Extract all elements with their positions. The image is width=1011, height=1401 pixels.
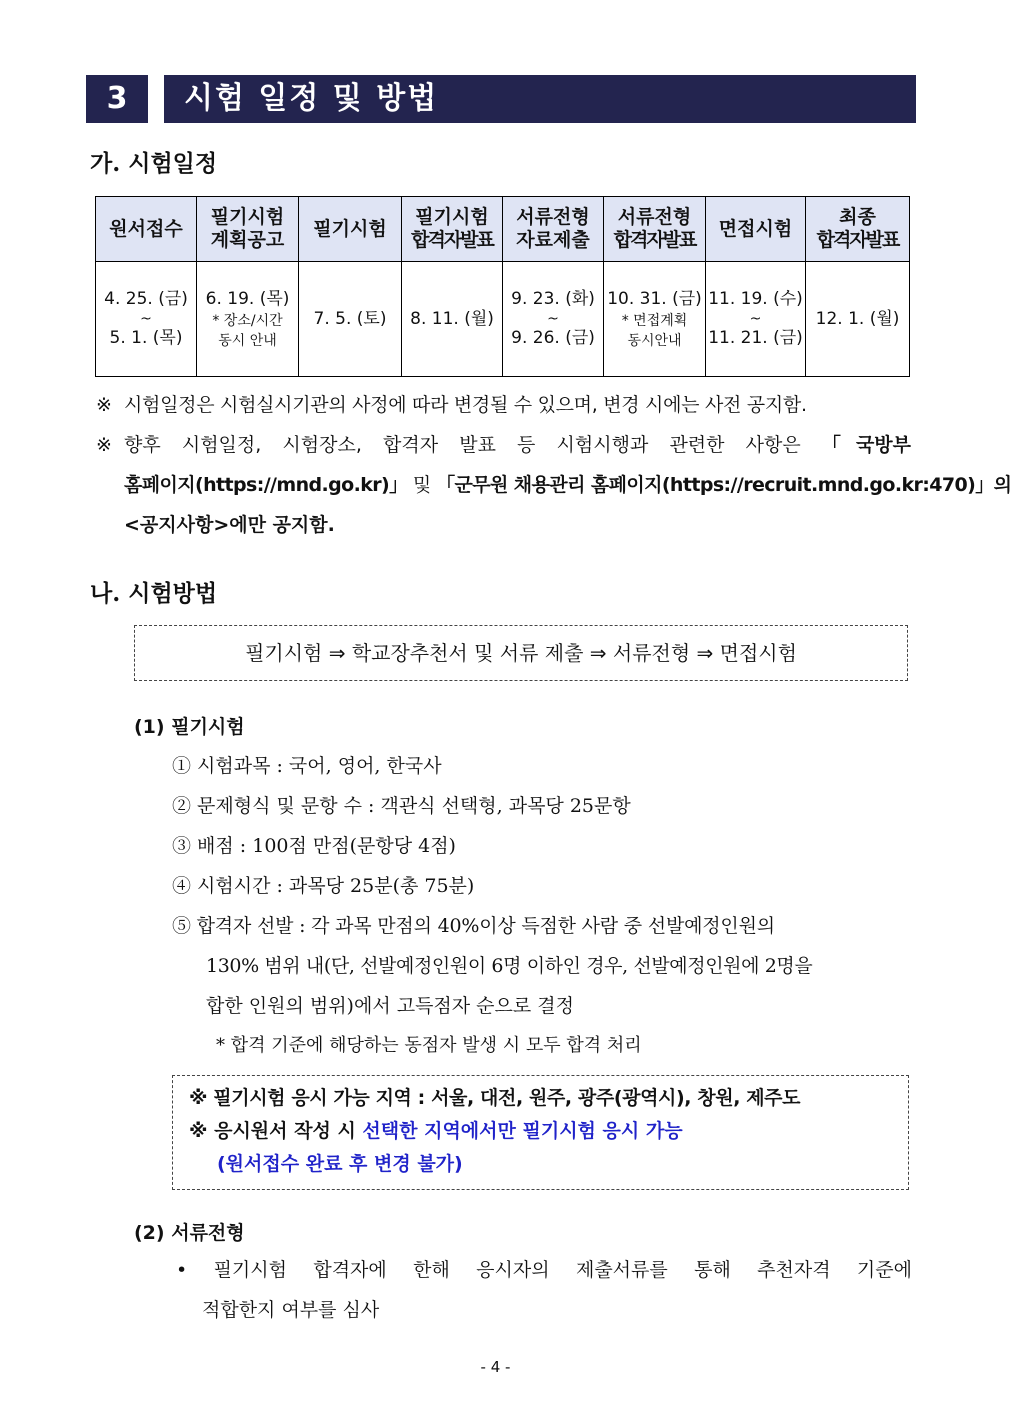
section-number: 3: [86, 75, 148, 123]
list-item: ④ 시험시간 : 과목당 25분(총 75분): [172, 875, 475, 897]
table-cell: 10. 31. (금) * 면접계획 동시안내: [604, 262, 706, 377]
document-screening-heading: (2) 서류전형: [134, 1222, 245, 1244]
note-1: ※ 시험일정은 시험실시기관의 사정에 따라 변경될 수 있으며, 변경 시에는 사전 공지함.: [96, 394, 807, 416]
section-title: 시험 일정 및 방법: [164, 75, 916, 123]
process-flow-box: 필기시험 ⇒ 학교장추천서 및 서류 제출 ⇒ 서류전형 ⇒ 면접시험: [134, 625, 908, 681]
bullet-line-cont: 적합한지 여부를 심사: [202, 1299, 380, 1321]
document-screening-text: [176, 1250, 912, 1330]
notice-line-3: (원서접수 완료 후 변경 불가): [217, 1153, 463, 1175]
table-cell: 9. 23. (화) ~ 9. 26. (금): [503, 262, 604, 377]
list-item: ① 시험과목 : 국어, 영어, 한국사: [172, 755, 442, 777]
table-row: [96, 262, 910, 377]
header-cell: 필기시험 계획공고: [197, 197, 299, 262]
notice-line-1: ※ 필기시험 응시 가능 지역 : 서울, 대전, 원주, 광주(광역시), 창원, 제주도: [189, 1087, 801, 1109]
note-2-cont: 홈페이지(https://mnd.go.kr)」 및 「군무원 채용관리 홈페이지(https://recruit.mnd.go.kr:470)」의: [124, 474, 1011, 496]
header-cell: 최종 합격자발표: [806, 197, 910, 262]
list-item-cont: 130% 범위 내(단, 선발예정인원이 6명 이하인 경우, 선발예정인원에 2명을: [206, 955, 813, 977]
bullet-line: • 필기시험 합격자에 한해 응시자의 제출서류를 통해 추천자격 기준에: [176, 1259, 912, 1281]
note-2: ※ 향후 시험일정, 시험장소, 합격자 발표 등 시험시행과 관련한 사항은 「국방부: [96, 434, 911, 456]
table-cell: 11. 19. (수) ~ 11. 21. (금): [706, 262, 806, 377]
page-number: - 4 -: [480, 1358, 511, 1376]
schedule-table: [95, 196, 910, 377]
list-item: ③ 배점 : 100점 만점(문항당 4점): [172, 835, 456, 857]
note-2-cont2: <공지사항>에만 공지함.: [124, 514, 335, 536]
list-item-cont: 합한 인원의 범위)에서 고득점자 순으로 결정: [206, 995, 574, 1017]
header-cell: 서류전형 합격자발표: [604, 197, 706, 262]
list-item: ⑤ 합격자 선발 : 각 과목 만점의 40%이상 득점한 사람 중 선발예정인원의: [172, 915, 775, 937]
header-cell: 필기시험: [299, 197, 402, 262]
header-cell: 원서접수: [96, 197, 197, 262]
exam-region-notice: [172, 1075, 909, 1190]
subsection-title-schedule: 가. 시험일정: [90, 150, 218, 177]
header-cell: 면접시험: [706, 197, 806, 262]
footnote: * 합격 기준에 해당하는 동점자 발생 시 모두 합격 처리: [216, 1035, 642, 1056]
notice-line-2: ※ 응시원서 작성 시 선택한 지역에서만 필기시험 응시 가능: [189, 1120, 683, 1142]
header-cell: 필기시험 합격자발표: [402, 197, 503, 262]
written-exam-list: [172, 746, 912, 1066]
header-cell: 서류전형 자료제출: [503, 197, 604, 262]
table-cell: 4. 25. (금) ~ 5. 1. (목): [96, 262, 197, 377]
written-exam-heading: (1) 필기시험: [134, 716, 245, 738]
table-cell: 12. 1. (월): [806, 262, 910, 377]
section-header: [86, 75, 916, 123]
table-cell: 7. 5. (토): [299, 262, 402, 377]
table-header-row: [96, 197, 910, 262]
table-cell: 8. 11. (월): [402, 262, 503, 377]
schedule-notes: [96, 385, 1011, 545]
table-cell: 6. 19. (목) * 장소/시간 동시 안내: [197, 262, 299, 377]
list-item: ② 문제형식 및 문항 수 : 객관식 선택형, 과목당 25문항: [172, 795, 631, 817]
subsection-title-method: 나. 시험방법: [90, 580, 218, 607]
